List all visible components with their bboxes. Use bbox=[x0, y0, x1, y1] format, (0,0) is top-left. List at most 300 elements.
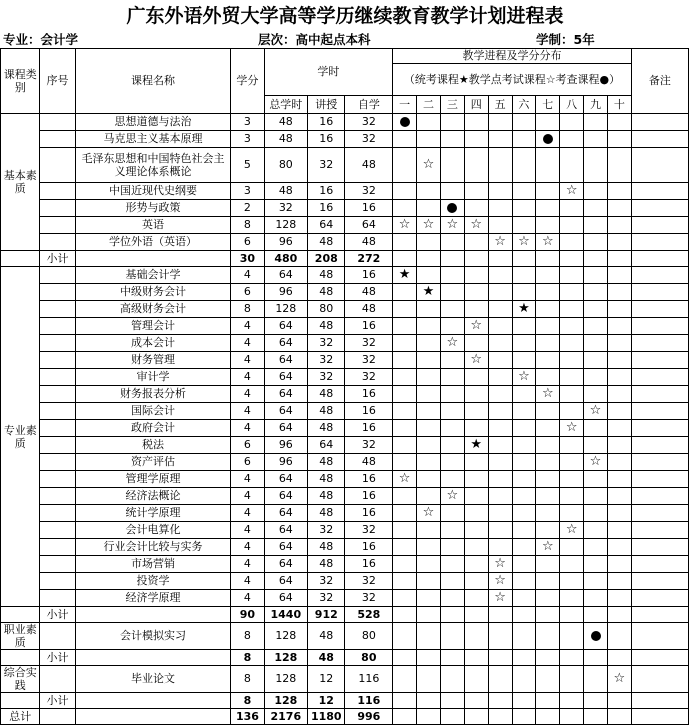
semester-cell-6 bbox=[512, 420, 536, 437]
category-cell: 职业素质 bbox=[1, 623, 40, 650]
semester-cell-4 bbox=[464, 148, 488, 183]
semester-cell-9 bbox=[584, 369, 608, 386]
total-hours-cell: 64 bbox=[264, 505, 308, 522]
seq-cell bbox=[40, 539, 75, 556]
lecture-hours-cell: 48 bbox=[308, 454, 345, 471]
lecture-hours-cell: 16 bbox=[308, 131, 345, 148]
header-credit: 学分 bbox=[231, 49, 264, 114]
semester-cell-2 bbox=[417, 318, 441, 335]
semester-cell-10 bbox=[607, 267, 631, 284]
total-hours-cell: 32 bbox=[264, 200, 308, 217]
semester-cell-10 bbox=[607, 693, 631, 709]
plan-table bbox=[0, 48, 689, 725]
semester-cell-3 bbox=[440, 709, 464, 725]
course-name: 市场营销 bbox=[75, 556, 231, 573]
remark-cell bbox=[631, 183, 688, 200]
semester-cell-1 bbox=[393, 114, 417, 131]
semester-cell-7 bbox=[536, 437, 560, 454]
self-study-hours-cell: 16 bbox=[345, 200, 393, 217]
semester-cell-4 bbox=[464, 217, 488, 234]
semester-cell-7 bbox=[536, 693, 560, 709]
semester-cell-7 bbox=[536, 539, 560, 556]
semester-cell-1 bbox=[393, 251, 417, 267]
semester-cell-10 bbox=[607, 539, 631, 556]
semester-cell-2 bbox=[417, 200, 441, 217]
total-hours-cell: 128 bbox=[264, 301, 308, 318]
semester-cell-4 bbox=[464, 505, 488, 522]
local-exam-star: ☆ bbox=[541, 539, 554, 554]
course-row bbox=[1, 369, 689, 386]
local-exam-star: ☆ bbox=[446, 335, 459, 350]
semester-cell-3 bbox=[440, 131, 464, 148]
course-name: 财务管理 bbox=[75, 352, 231, 369]
semester-cell-4 bbox=[464, 403, 488, 420]
semester-cell-9 bbox=[584, 403, 608, 420]
remark-cell bbox=[631, 114, 688, 131]
semester-cell-2 bbox=[417, 471, 441, 488]
subtotal-name-cell bbox=[75, 607, 231, 623]
credit-cell: 2 bbox=[231, 200, 264, 217]
credit-cell: 4 bbox=[231, 403, 264, 420]
credit-cell: 4 bbox=[231, 573, 264, 590]
remark-cell bbox=[631, 352, 688, 369]
course-name: 税法 bbox=[75, 437, 231, 454]
semester-cell-1 bbox=[393, 301, 417, 318]
remark-cell bbox=[631, 693, 688, 709]
semester-cell-9 bbox=[584, 267, 608, 284]
lecture-hours-cell: 48 bbox=[308, 267, 345, 284]
semester-cell-6 bbox=[512, 471, 536, 488]
semester-cell-10 bbox=[607, 183, 631, 200]
semester-cell-7 bbox=[536, 284, 560, 301]
semester-cell-6 bbox=[512, 505, 536, 522]
self-study-hours-cell: 32 bbox=[345, 335, 393, 352]
course-name: 财务报表分析 bbox=[75, 386, 231, 403]
semester-cell-6 bbox=[512, 318, 536, 335]
semester-cell-7 bbox=[536, 217, 560, 234]
semester-cell-9 bbox=[584, 522, 608, 539]
credit-cell: 4 bbox=[231, 386, 264, 403]
subtotal-row bbox=[1, 607, 689, 623]
seq-cell bbox=[40, 183, 75, 200]
semester-cell-6 bbox=[512, 623, 536, 650]
subtotal-credit: 8 bbox=[231, 693, 264, 709]
semester-cell-1 bbox=[393, 267, 417, 284]
credit-cell: 4 bbox=[231, 471, 264, 488]
subtotal-label: 小计 bbox=[40, 251, 75, 267]
lecture-hours-cell: 48 bbox=[308, 505, 345, 522]
semester-cell-6 bbox=[512, 183, 536, 200]
subtotal-lecture-hours: 912 bbox=[308, 607, 345, 623]
semester-cell-5 bbox=[488, 217, 512, 234]
seq-cell bbox=[40, 301, 75, 318]
subtotal-self-study-hours: 528 bbox=[345, 607, 393, 623]
semester-cell-4 bbox=[464, 114, 488, 131]
remark-cell bbox=[631, 200, 688, 217]
semester-cell-8 bbox=[560, 607, 584, 623]
semester-cell-8 bbox=[560, 505, 584, 522]
semester-cell-5 bbox=[488, 590, 512, 607]
semester-cell-8 bbox=[560, 709, 584, 725]
semester-cell-9 bbox=[584, 234, 608, 251]
semester-cell-10 bbox=[607, 623, 631, 650]
semester-cell-6 bbox=[512, 666, 536, 693]
subtotal-credit: 8 bbox=[231, 650, 264, 666]
lecture-hours-cell: 48 bbox=[308, 234, 345, 251]
course-name bbox=[75, 709, 231, 725]
seq-cell bbox=[40, 488, 75, 505]
course-row bbox=[1, 454, 689, 471]
semester-cell-3 bbox=[440, 488, 464, 505]
subtotal-row bbox=[1, 251, 689, 267]
semester-cell-1 bbox=[393, 693, 417, 709]
semester-cell-6 bbox=[512, 234, 536, 251]
self-study-hours-cell: 16 bbox=[345, 488, 393, 505]
course-name: 英语 bbox=[75, 217, 231, 234]
semester-cell-3 bbox=[440, 234, 464, 251]
semester-cell-3 bbox=[440, 217, 464, 234]
course-name: 中级财务会计 bbox=[75, 284, 231, 301]
semester-cell-9 bbox=[584, 573, 608, 590]
remark-cell bbox=[631, 234, 688, 251]
semester-cell-3 bbox=[440, 148, 464, 183]
self-study-hours-cell: 16 bbox=[345, 386, 393, 403]
course-row bbox=[1, 267, 689, 284]
semester-cell-1 bbox=[393, 505, 417, 522]
semester-cell-8 bbox=[560, 539, 584, 556]
semester-cell-2 bbox=[417, 420, 441, 437]
seq-cell bbox=[40, 623, 75, 650]
semester-cell-3 bbox=[440, 200, 464, 217]
subtotal-name-cell bbox=[75, 693, 231, 709]
local-exam-star: ☆ bbox=[541, 386, 554, 401]
local-exam-star: ☆ bbox=[470, 217, 483, 232]
semester-cell-7 bbox=[536, 590, 560, 607]
semester-cell-5 bbox=[488, 335, 512, 352]
semester-cell-7 bbox=[536, 352, 560, 369]
course-name: 管理学原理 bbox=[75, 471, 231, 488]
semester-cell-4 bbox=[464, 650, 488, 666]
semester-cell-7 bbox=[536, 522, 560, 539]
semester-cell-7 bbox=[536, 301, 560, 318]
course-row bbox=[1, 318, 689, 335]
seq-cell bbox=[40, 505, 75, 522]
subtotal-total-hours: 1440 bbox=[264, 607, 308, 623]
total-hours-cell: 64 bbox=[264, 488, 308, 505]
subtotal-self-study-hours: 272 bbox=[345, 251, 393, 267]
semester-cell-3 bbox=[440, 301, 464, 318]
semester-cell-1 bbox=[393, 335, 417, 352]
category-cell: 综合实践 bbox=[1, 666, 40, 693]
semester-cell-9 bbox=[584, 251, 608, 267]
local-exam-star: ☆ bbox=[541, 234, 554, 249]
course-row bbox=[1, 420, 689, 437]
semester-cell-5 bbox=[488, 471, 512, 488]
remark-cell bbox=[631, 539, 688, 556]
total-hours-cell: 64 bbox=[264, 369, 308, 386]
course-name: 成本会计 bbox=[75, 335, 231, 352]
remark-cell bbox=[631, 471, 688, 488]
semester-cell-4 bbox=[464, 590, 488, 607]
check-course-dot bbox=[591, 631, 601, 641]
semester-cell-10 bbox=[607, 666, 631, 693]
seq-cell bbox=[40, 420, 75, 437]
seq-cell bbox=[40, 148, 75, 183]
header-row-1 bbox=[1, 49, 689, 64]
subtotal-category-cell bbox=[1, 607, 40, 623]
semester-cell-1 bbox=[393, 556, 417, 573]
semester-cell-6 bbox=[512, 650, 536, 666]
header-hours: 学时 bbox=[264, 49, 393, 96]
semester-cell-1 bbox=[393, 522, 417, 539]
total-hours-cell: 64 bbox=[264, 403, 308, 420]
course-name: 统计学原理 bbox=[75, 505, 231, 522]
semester-cell-1 bbox=[393, 437, 417, 454]
semester-cell-4 bbox=[464, 200, 488, 217]
semester-cell-2 bbox=[417, 623, 441, 650]
semester-cell-4 bbox=[464, 471, 488, 488]
total-hours-cell: 64 bbox=[264, 590, 308, 607]
seq-cell bbox=[40, 590, 75, 607]
total-hours-cell: 64 bbox=[264, 556, 308, 573]
credit-cell: 8 bbox=[231, 217, 264, 234]
semester-cell-4 bbox=[464, 693, 488, 709]
semester-cell-8 bbox=[560, 666, 584, 693]
grand-total-credit: 136 bbox=[231, 709, 264, 725]
remark-cell bbox=[631, 318, 688, 335]
semester-cell-2 bbox=[417, 556, 441, 573]
total-hours-cell: 48 bbox=[264, 114, 308, 131]
credit-cell: 8 bbox=[231, 666, 264, 693]
semester-cell-7 bbox=[536, 573, 560, 590]
semester-cell-2 bbox=[417, 573, 441, 590]
semester-cell-10 bbox=[607, 251, 631, 267]
course-row bbox=[1, 522, 689, 539]
credit-cell: 4 bbox=[231, 522, 264, 539]
semester-cell-3 bbox=[440, 386, 464, 403]
subtotal-label: 小计 bbox=[40, 607, 75, 623]
subtotal-credit: 30 bbox=[231, 251, 264, 267]
semester-cell-2 bbox=[417, 454, 441, 471]
semester-cell-2 bbox=[417, 335, 441, 352]
lecture-hours-cell: 48 bbox=[308, 488, 345, 505]
semester-cell-8 bbox=[560, 335, 584, 352]
semester-cell-2 bbox=[417, 437, 441, 454]
semester-cell-1 bbox=[393, 590, 417, 607]
lecture-hours-cell: 48 bbox=[308, 284, 345, 301]
semester-cell-7 bbox=[536, 318, 560, 335]
header-self-study: 自学 bbox=[345, 96, 393, 114]
semester-cell-5 bbox=[488, 267, 512, 284]
semester-cell-2 bbox=[417, 217, 441, 234]
semester-cell-5 bbox=[488, 200, 512, 217]
semester-cell-2 bbox=[417, 693, 441, 709]
course-row bbox=[1, 590, 689, 607]
semester-cell-7 bbox=[536, 386, 560, 403]
remark-cell bbox=[631, 131, 688, 148]
self-study-hours-cell: 48 bbox=[345, 284, 393, 301]
course-name: 审计学 bbox=[75, 369, 231, 386]
self-study-hours-cell: 16 bbox=[345, 471, 393, 488]
seq-cell bbox=[40, 131, 75, 148]
course-name: 马克思主义基本原理 bbox=[75, 131, 231, 148]
remark-cell bbox=[631, 454, 688, 471]
semester-cell-6 bbox=[512, 522, 536, 539]
seq-cell bbox=[40, 284, 75, 301]
semester-cell-8 bbox=[560, 267, 584, 284]
semester-cell-8 bbox=[560, 420, 584, 437]
semester-cell-10 bbox=[607, 590, 631, 607]
semester-cell-10 bbox=[607, 131, 631, 148]
credit-cell: 8 bbox=[231, 301, 264, 318]
header-semester-7: 七 bbox=[536, 96, 560, 114]
lecture-hours-cell: 48 bbox=[308, 556, 345, 573]
course-name: 中国近现代史纲要 bbox=[75, 183, 231, 200]
course-row bbox=[1, 539, 689, 556]
header-category: 课程类别 bbox=[1, 49, 40, 114]
semester-cell-8 bbox=[560, 623, 584, 650]
semester-cell-5 bbox=[488, 420, 512, 437]
lecture-hours-cell: 64 bbox=[308, 217, 345, 234]
semester-cell-4 bbox=[464, 623, 488, 650]
semester-cell-1 bbox=[393, 607, 417, 623]
semester-cell-2 bbox=[417, 522, 441, 539]
semester-cell-1 bbox=[393, 666, 417, 693]
semester-cell-7 bbox=[536, 454, 560, 471]
semester-cell-1 bbox=[393, 539, 417, 556]
semester-cell-5 bbox=[488, 183, 512, 200]
semester-cell-7 bbox=[536, 471, 560, 488]
semester-cell-5 bbox=[488, 454, 512, 471]
credit-cell: 4 bbox=[231, 539, 264, 556]
semester-cell-3 bbox=[440, 369, 464, 386]
course-name: 毛泽东思想和中国特色社会主义理论体系概论 bbox=[75, 148, 231, 183]
semester-cell-7 bbox=[536, 666, 560, 693]
semester-cell-10 bbox=[607, 369, 631, 386]
semester-cell-6 bbox=[512, 403, 536, 420]
lecture-hours-cell: 32 bbox=[308, 369, 345, 386]
semester-cell-10 bbox=[607, 709, 631, 725]
remark-cell bbox=[631, 505, 688, 522]
remark-cell bbox=[631, 590, 688, 607]
semester-cell-2 bbox=[417, 352, 441, 369]
semester-cell-6 bbox=[512, 217, 536, 234]
self-study-hours-cell: 48 bbox=[345, 301, 393, 318]
semester-cell-9 bbox=[584, 590, 608, 607]
course-name: 会计模拟实习 bbox=[75, 623, 231, 650]
remark-cell bbox=[631, 522, 688, 539]
credit-cell: 5 bbox=[231, 148, 264, 183]
subtotal-credit: 90 bbox=[231, 607, 264, 623]
semester-cell-9 bbox=[584, 709, 608, 725]
header-lecture: 讲授 bbox=[308, 96, 345, 114]
self-study-hours-cell: 32 bbox=[345, 590, 393, 607]
remark-cell bbox=[631, 488, 688, 505]
semester-cell-4 bbox=[464, 437, 488, 454]
seq-cell bbox=[40, 437, 75, 454]
course-name: 资产评估 bbox=[75, 454, 231, 471]
semester-cell-2 bbox=[417, 386, 441, 403]
seq-cell bbox=[40, 318, 75, 335]
course-row bbox=[1, 666, 689, 693]
semester-cell-10 bbox=[607, 454, 631, 471]
semester-cell-5 bbox=[488, 301, 512, 318]
total-hours-cell: 64 bbox=[264, 335, 308, 352]
self-study-hours-cell: 32 bbox=[345, 352, 393, 369]
lecture-hours-cell: 32 bbox=[308, 352, 345, 369]
lecture-hours-cell: 80 bbox=[308, 301, 345, 318]
semester-cell-4 bbox=[464, 420, 488, 437]
semester-cell-6 bbox=[512, 590, 536, 607]
semester-cell-9 bbox=[584, 301, 608, 318]
unified-exam-star: ★ bbox=[518, 301, 530, 316]
remark-cell bbox=[631, 623, 688, 650]
self-study-hours-cell: 16 bbox=[345, 556, 393, 573]
total-hours-cell: 64 bbox=[264, 522, 308, 539]
semester-cell-6 bbox=[512, 488, 536, 505]
course-name: 国际会计 bbox=[75, 403, 231, 420]
semester-cell-8 bbox=[560, 352, 584, 369]
semester-cell-7 bbox=[536, 556, 560, 573]
semester-cell-5 bbox=[488, 539, 512, 556]
subtotal-total-hours: 128 bbox=[264, 693, 308, 709]
semester-cell-9 bbox=[584, 437, 608, 454]
lecture-hours-cell: 32 bbox=[308, 148, 345, 183]
lecture-hours-cell: 16 bbox=[308, 200, 345, 217]
self-study-hours-cell: 32 bbox=[345, 131, 393, 148]
semester-cell-8 bbox=[560, 403, 584, 420]
semester-cell-9 bbox=[584, 335, 608, 352]
semester-cell-7 bbox=[536, 650, 560, 666]
credit-cell: 4 bbox=[231, 335, 264, 352]
course-row bbox=[1, 148, 689, 183]
course-row bbox=[1, 437, 689, 454]
semester-cell-3 bbox=[440, 335, 464, 352]
subtotal-category-cell bbox=[1, 693, 40, 709]
total-hours-cell: 96 bbox=[264, 454, 308, 471]
semester-cell-10 bbox=[607, 114, 631, 131]
semester-cell-5 bbox=[488, 234, 512, 251]
semester-cell-2 bbox=[417, 369, 441, 386]
semester-cell-6 bbox=[512, 335, 536, 352]
semester-cell-10 bbox=[607, 505, 631, 522]
semester-cell-3 bbox=[440, 505, 464, 522]
local-exam-star: ☆ bbox=[470, 318, 483, 333]
semester-cell-9 bbox=[584, 386, 608, 403]
check-course-dot bbox=[447, 203, 457, 213]
semester-cell-7 bbox=[536, 335, 560, 352]
seq-cell bbox=[40, 369, 75, 386]
local-exam-star: ☆ bbox=[470, 352, 483, 367]
course-row bbox=[1, 573, 689, 590]
semester-cell-6 bbox=[512, 251, 536, 267]
course-row bbox=[1, 403, 689, 420]
semester-cell-1 bbox=[393, 148, 417, 183]
total-hours-cell: 64 bbox=[264, 318, 308, 335]
semester-cell-4 bbox=[464, 522, 488, 539]
self-study-hours-cell: 32 bbox=[345, 437, 393, 454]
semester-cell-4 bbox=[464, 488, 488, 505]
semester-cell-5 bbox=[488, 573, 512, 590]
semester-cell-4 bbox=[464, 709, 488, 725]
self-study-hours-cell: 48 bbox=[345, 234, 393, 251]
semester-cell-2 bbox=[417, 666, 441, 693]
seq-cell bbox=[40, 556, 75, 573]
semester-cell-1 bbox=[393, 420, 417, 437]
lecture-hours-cell: 12 bbox=[308, 666, 345, 693]
semester-cell-7 bbox=[536, 607, 560, 623]
semester-cell-7 bbox=[536, 623, 560, 650]
